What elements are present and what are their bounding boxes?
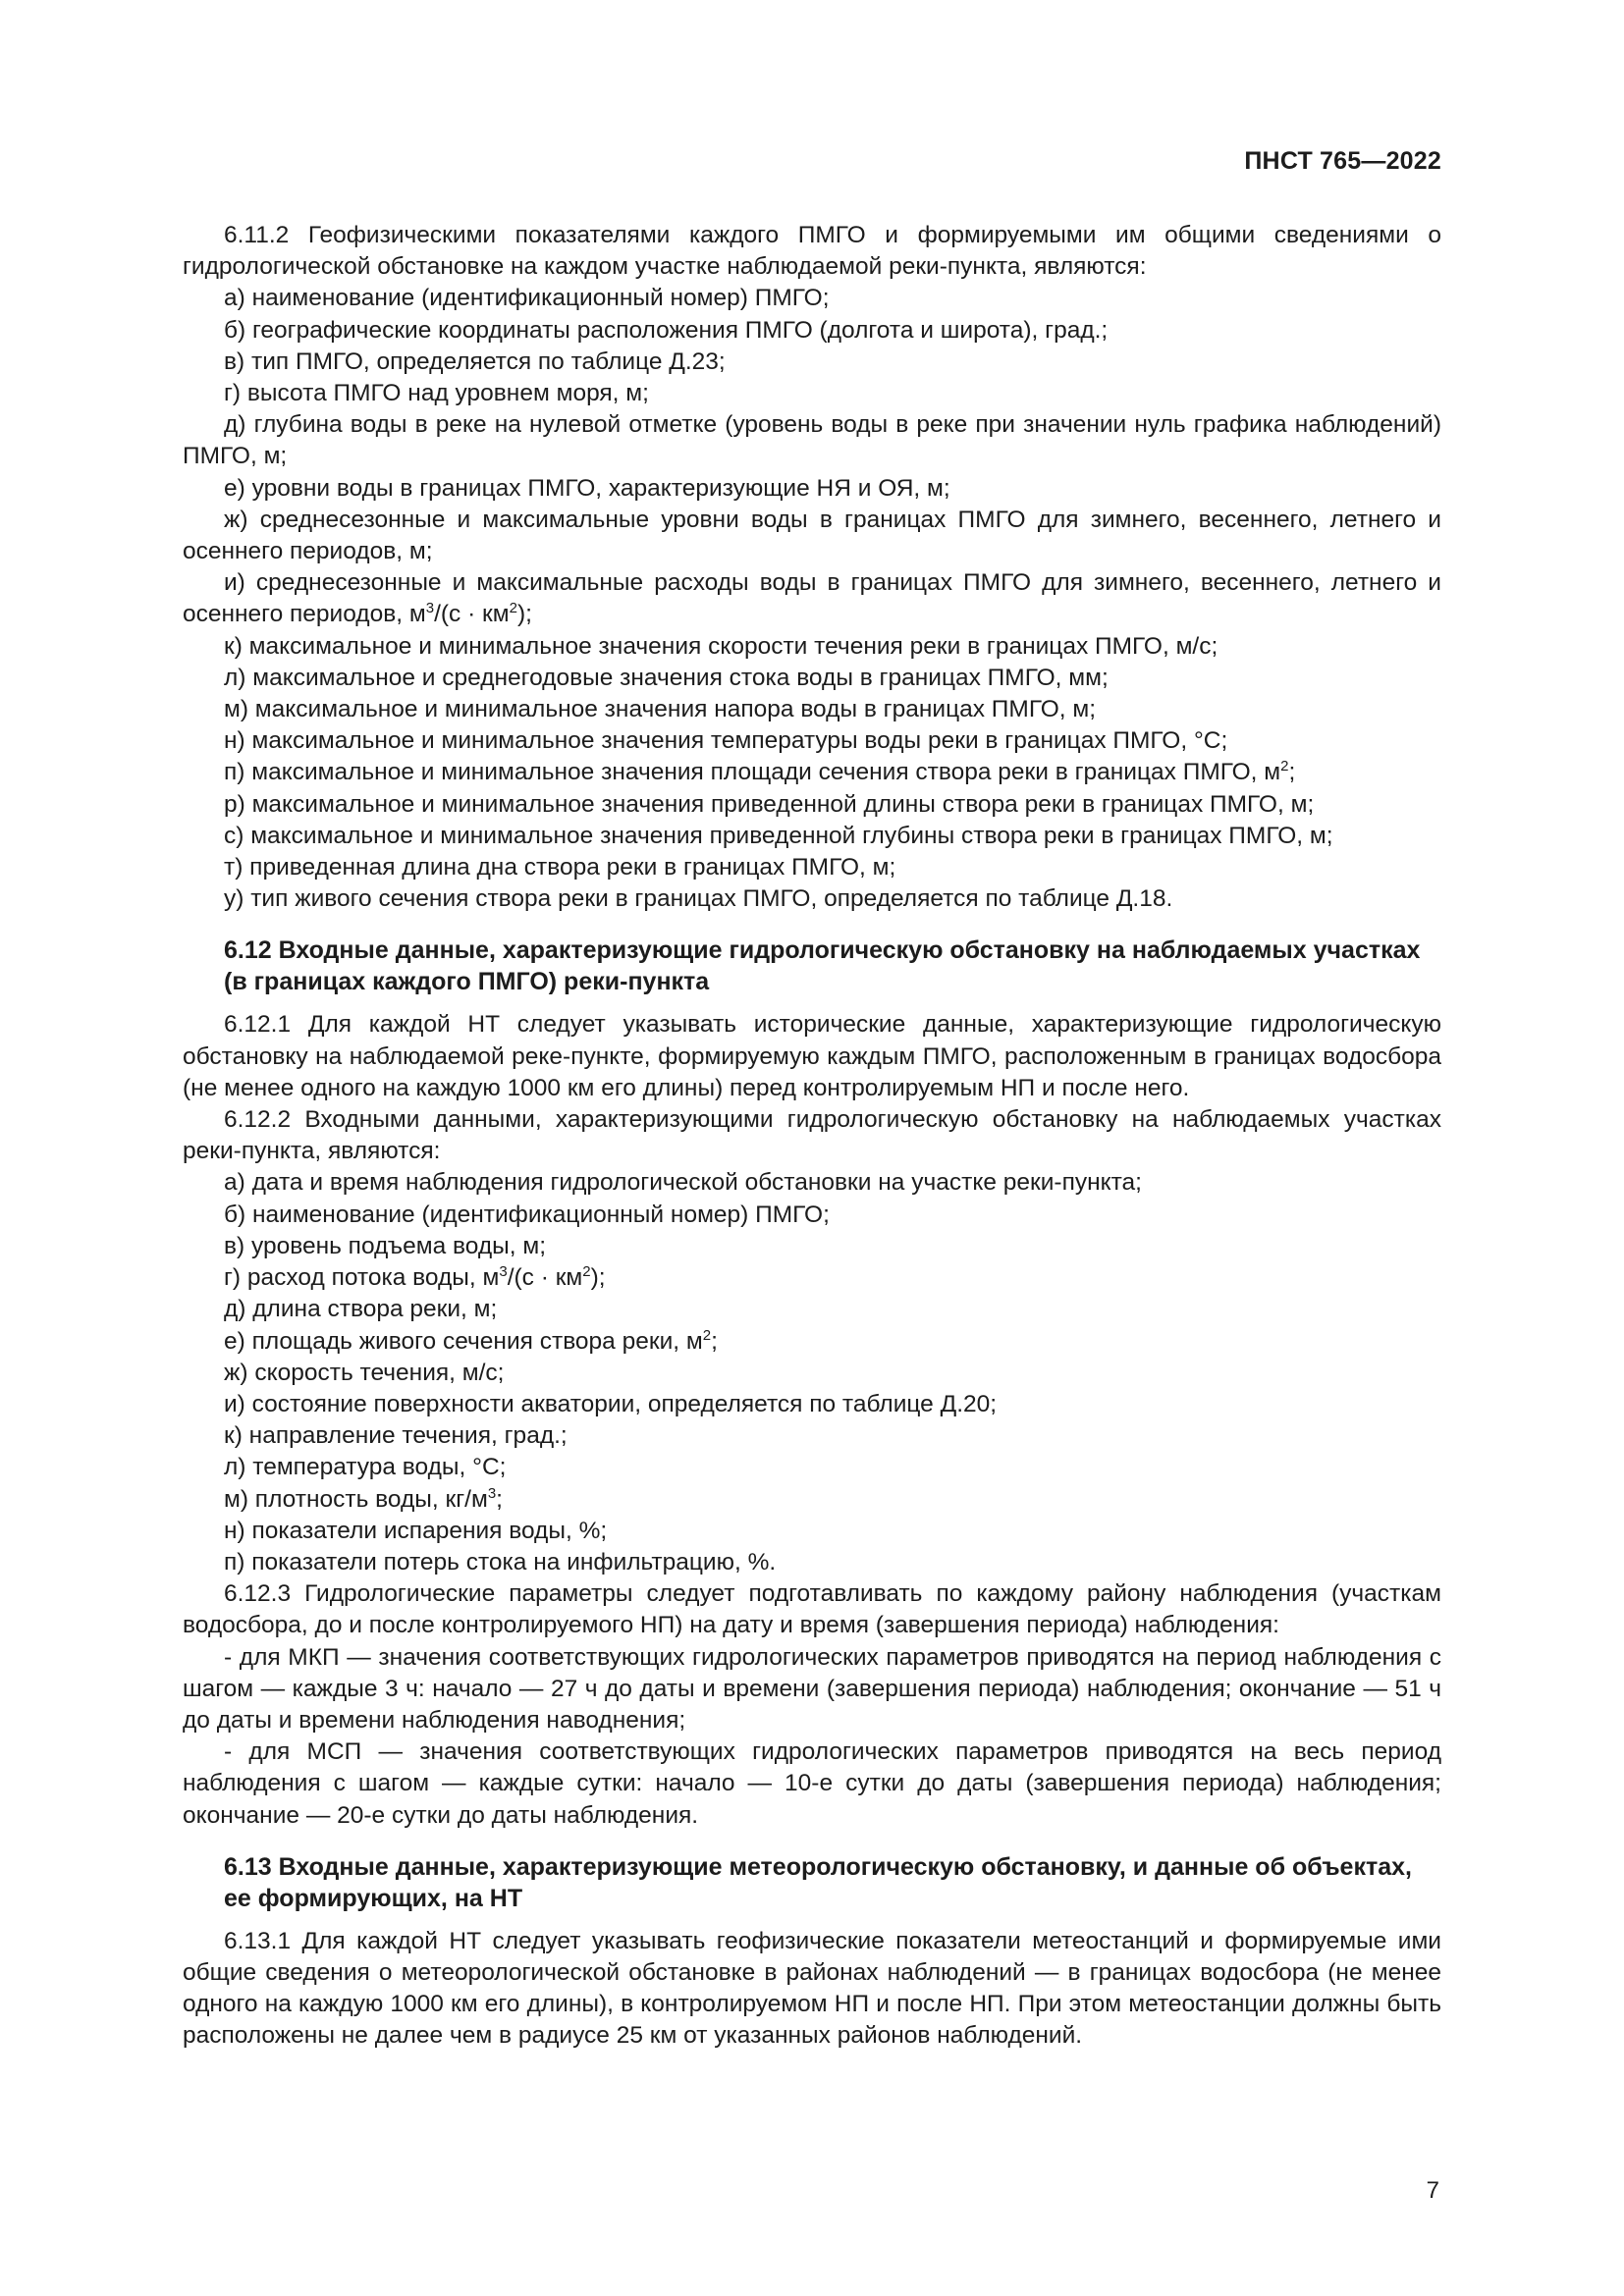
list-item	[183, 1484, 1441, 1516]
list-item-text: и) среднесезонные и максимальные расходы воды в границах ПМГО для зимнего, весеннего, летнего и осеннего периодов, м	[183, 569, 1441, 628]
list-item: в) уровень подъема воды, м;	[224, 1232, 546, 1259]
list-item-text: г) расход потока воды, м	[224, 1264, 500, 1292]
list-item: р) максимальное и минимальное значения приведенной длины створа реки в границах ПМГО, м;	[224, 790, 1315, 818]
superscript: 2	[1280, 758, 1289, 775]
list-item: и) состояние поверхности акватории, определяется по таблице Д.20;	[224, 1390, 998, 1417]
section-heading-6-12: 6.12 Входные данные, характеризующие гидрологическую обстановку на наблюдаемых участках (в границах каждого ПМГО) реки-пункта	[224, 936, 1421, 996]
list-item: ж) скорость течения, м/с;	[224, 1359, 505, 1386]
list-item-text: ;	[496, 1485, 503, 1513]
list-item	[183, 1262, 1441, 1294]
list-item	[183, 1326, 1441, 1358]
superscript: 2	[702, 1326, 712, 1344]
superscript: 2	[582, 1263, 591, 1281]
paragraph-mkp: - для МКП — значения соответствующих гидрологических параметров приводятся на период наблюдения с шагом — каждые 3 ч: начало — 27 ч до даты и времени (завершения периода) наблюдения; окончание — 51 ч до даты и времени наблюдения наводнения;	[183, 1643, 1441, 1734]
list-item-text: е) площадь живого сечения створа реки, м	[224, 1327, 703, 1355]
paragraph-6-12-1: 6.12.1 Для каждой НТ следует указывать исторические данные, характеризующие гидрологическую обстановку на наблюдаемой реке-пункте, формируемую каждым ПМГО, расположенным в границах водосбора (не менее одного на каждую 1000 км его длины) перед контролируемым НП и после него.	[183, 1011, 1441, 1101]
section-heading-6-13: 6.13 Входные данные, характеризующие метеорологическую обстановку, и данные об объектах, ее формирующих, на НТ	[224, 1852, 1412, 1912]
list-item-text: м) плотность воды, кг/м	[224, 1485, 488, 1513]
list-item	[183, 567, 1441, 630]
paragraph-msp: - для МСП — значения соответствующих гидрологических параметров приводятся на весь период наблюдения с шагом — каждые сутки: начало — 10-е сутки до даты (завершения периода) наблюдения; окончание — 20-е сутки до даты наблюдения.	[183, 1738, 1441, 1829]
superscript: 2	[509, 600, 517, 617]
paragraph-6-12-2: 6.12.2 Входными данными, характеризующими гидрологическую обстановку на наблюдаемых участках реки-пункта, являются:	[183, 1106, 1441, 1165]
list-item: а) дата и время наблюдения гидрологической обстановки на участке реки-пункта;	[224, 1169, 1142, 1197]
list-item: в) тип ПМГО, определяется по таблице Д.23;	[224, 347, 726, 375]
list-item: б) географические координаты расположения ПМГО (долгота и широта), град.;	[224, 316, 1109, 344]
list-item: к) направление течения, град.;	[224, 1422, 568, 1450]
superscript: 3	[425, 600, 435, 617]
superscript: 3	[499, 1263, 508, 1281]
list-item-text: ;	[1288, 759, 1296, 786]
list-item-text: );	[516, 601, 532, 628]
list-item: у) тип живого сечения створа реки в границах ПМГО, определяется по таблице Д.18.	[224, 885, 1173, 913]
list-item: д) глубина воды в реке на нулевой отметке (уровень воды в реке при значении нуль графика наблюдений) ПМГО, м;	[183, 411, 1441, 470]
list-item: л) температура воды, °С;	[224, 1454, 507, 1481]
list-item: с) максимальное и минимальное значения приведенной глубины створа реки в границах ПМГО, м;	[224, 822, 1333, 849]
superscript: 3	[487, 1484, 497, 1502]
list-item: г) высота ПМГО над уровнем моря, м;	[224, 380, 649, 407]
list-item-text: п) максимальное и минимальное значения площади сечения створа реки в границах ПМГО, м	[224, 759, 1281, 786]
list-item: л) максимальное и среднегодовые значения стока воды в границах ПМГО, мм;	[224, 664, 1109, 691]
list-item: ж) среднесезонные и максимальные уровни воды в границах ПМГО для зимнего, весеннего, летнего и осеннего периодов, м;	[183, 506, 1441, 565]
list-item: н) показатели испарения воды, %;	[224, 1517, 608, 1544]
list-item: н) максимальное и минимальное значения температуры воды реки в границах ПМГО, °С;	[224, 727, 1228, 755]
list-item-text: );	[590, 1264, 606, 1292]
list-item: д) длина створа реки, м;	[224, 1296, 498, 1323]
paragraph-6-11-2: 6.11.2 Геофизическими показателями каждого ПМГО и формируемыми им общими сведениями о гидрологической обстановке на каждом участке наблюдаемой реки-пункта, являются:	[183, 222, 1441, 281]
list-item: м) максимальное и минимальное значения напора воды в границах ПМГО, м;	[224, 696, 1097, 723]
document-code: ПНСТ 765—2022	[1244, 147, 1441, 175]
list-item-text: /(с · км	[434, 601, 510, 628]
list-item: т) приведенная длина дна створа реки в границах ПМГО, м;	[224, 854, 896, 881]
list-item: б) наименование (идентификационный номер) ПМГО;	[224, 1201, 830, 1228]
page-number: 7	[1426, 2177, 1439, 2204]
list-item-text: /(с · км	[507, 1264, 583, 1292]
list-item: е) уровни воды в границах ПМГО, характеризующие НЯ и ОЯ, м;	[224, 474, 950, 502]
paragraph-6-13-1: 6.13.1 Для каждой НТ следует указывать геофизические показатели метеостанций и формируемые ими общие сведения о метеорологической обстановке в районах наблюдений — в границах водосбора (не менее одного на каждую 1000 км его длины), в контролируемом НП и после НП. При этом метеостанции должны быть расположены не далее чем в радиусе 25 км от указанных районов наблюдений.	[183, 1927, 1441, 2050]
list-item	[183, 757, 1441, 788]
list-item: а) наименование (идентификационный номер) ПМГО;	[224, 285, 830, 312]
document-body	[183, 220, 1441, 2053]
list-item: п) показатели потерь стока на инфильтрацию, %.	[224, 1548, 777, 1575]
list-item: к) максимальное и минимальное значения скорости течения реки в границах ПМГО, м/с;	[224, 632, 1218, 660]
paragraph-6-12-3: 6.12.3 Гидрологические параметры следует подготавливать по каждому району наблюдения (участкам водосбора, до и после контролируемого НП) на дату и время (завершения периода) наблюдения:	[183, 1580, 1441, 1639]
list-item-text: ;	[711, 1327, 718, 1355]
